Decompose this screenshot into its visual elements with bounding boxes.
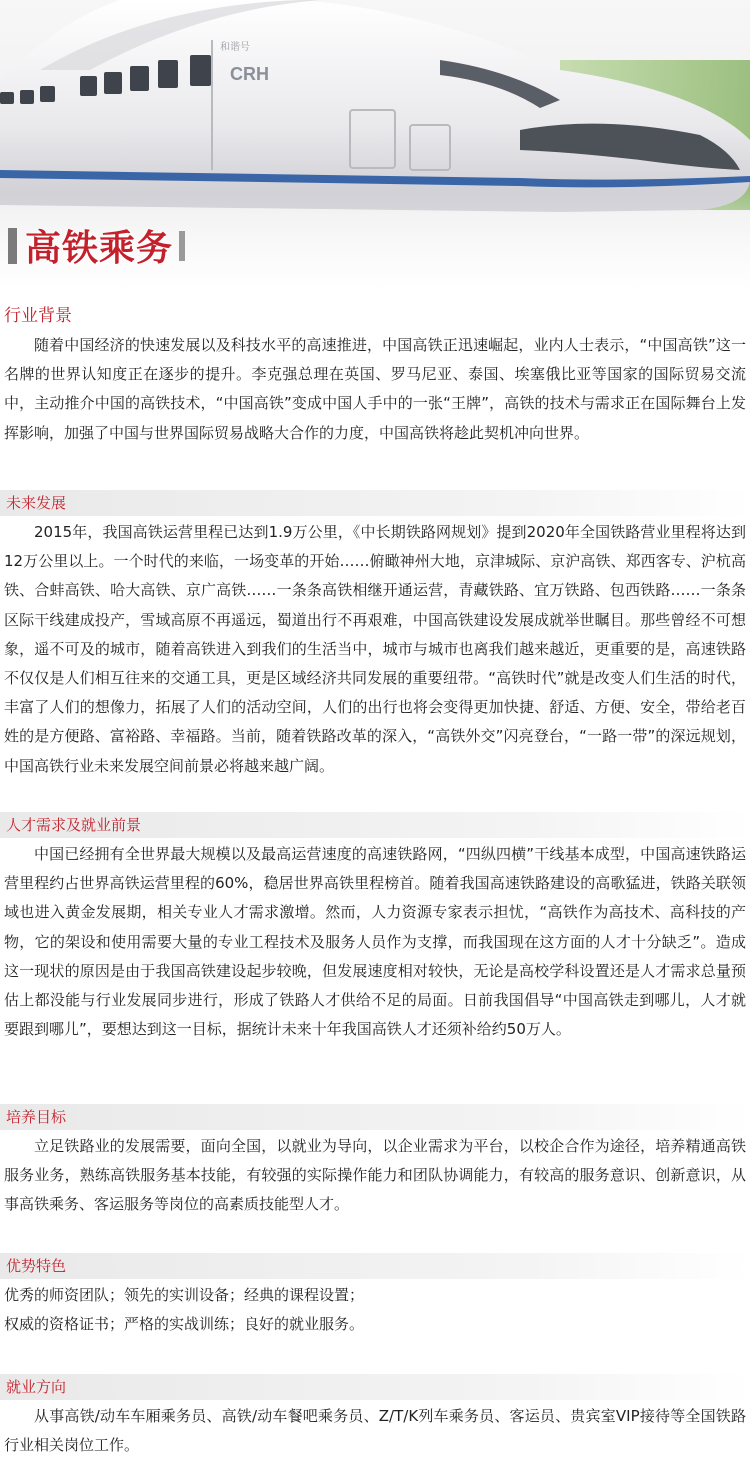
section-paragraph: 中国已经拥有全世界最大规模以及最高运营速度的高速铁路网，“四纵四横”干线基本成型，中国高速铁路运营里程约占世界高铁运营里程的60%，稳居世界高铁里程榜首。随着我国高速铁路建设的高歌猛进，铁路关联领域也进入黄金发展期，相关专业人才需求激增。然而，人力资源专家表示担忧，“高铁作为高技术、高科技的产物，它的架设和使用需要大量的专业工程技术及服务人员作为支撑，而我国现在这方面的人才十分缺乏”。造成这一现状的原因是由于我国高铁建设起步较晚，但发展速度相对较快，无论是高校学科设置还是人才需求总量预估上都没能与行业发展同步进行，形成了铁路人才供给不足的局面。日前我国倡导“中国高铁走到哪儿，人才就要跟到哪儿”，要想达到这一目标，据统计未来十年我国高铁人才还须补给约50万人。 (4, 845, 746, 1039)
section-paragraph: 优秀的师资团队；领先的实训设备；经典的课程设置； (4, 1286, 365, 1304)
section-advantages (0, 1253, 750, 1339)
section-paragraph: 立足铁路业的发展需要，面向全国，以就业为导向，以企业需求为平台，以校企合作为途径，培养精通高铁服务业务，熟练高铁服务基本技能，有较强的实际操作能力和团队协调能力，有较高的服务意识、创新意识，从事高铁乘务、客运服务等岗位的高素质技能型人才。 (4, 1137, 746, 1214)
section-heading: 未来发展 (0, 490, 750, 516)
title-bar-left (8, 228, 17, 264)
train-name-small: 和谐号 (220, 42, 250, 53)
page-title-text: 高铁乘务 (25, 228, 174, 269)
section-heading: 培养目标 (0, 1104, 750, 1130)
section-heading: 行业背景 (0, 303, 750, 329)
crh-logo: CRH (230, 64, 269, 84)
section-heading: 人才需求及就业前景 (0, 812, 750, 838)
section-paragraph: 权威的资格证书；严格的实战训练；良好的就业服务。 (4, 1315, 365, 1334)
section-industry-background (0, 303, 750, 448)
section-heading: 就业方向 (0, 1374, 750, 1400)
section-future-development (0, 490, 750, 781)
title-bar-right (179, 231, 185, 261)
section-heading: 优势特色 (0, 1253, 750, 1279)
section-training-goals (0, 1104, 750, 1220)
section-paragraph: 2015年，我国高铁运营里程已达到1.9万公里，《中长期铁路网规划》提到2020年全国铁路营业里程将达到12万公里以上。一个时代的来临，一场变革的开始……俯瞰神州大地，京津城际、京沪高铁、郑西客专、沪杭高铁、合蚌高铁、哈大高铁、京广高铁……一条条高铁相继开通运营，青藏铁路、宜万铁路、包西铁路……一条条区际干线建成投产，雪域高原不再遥远，蜀道出行不再艰难，中国高铁建设发展成就举世瞩目。那些曾经不可想象，遥不可及的城市，随着高铁进入到我们的生活当中，城市与城市也离我们越来越近，更重要的是，高速铁路不仅仅是人们相互往来的交通工具，更是区域经济共同发展的重要纽带。“高铁时代”就是改变人们生活的时代，丰富了人们的想像力，拓展了人们的活动空间，人们的出行也将会变得更加快捷、舒适、方便、安全，带给老百姓的是方便路、富裕路、幸福路。当前，随着铁路改革的深入，“高铁外交”闪亮登台，“一路一带”的深远规划，中国高铁行业未来发展空间前景必将越来越广阔。 (4, 523, 746, 775)
section-paragraph: 随着中国经济的快速发展以及科技水平的高速推进，中国高铁正迅速崛起，业内人士表示，“中国高铁”这一名牌的世界认知度正在逐步的提升。李克强总理在英国、罗马尼亚、泰国、埃塞俄比亚等国家的国际贸易交流中，主动推介中国的高铁技术，“中国高铁”变成中国人手中的一张“王牌”，高铁的技术与需求正在国际舞台上发挥影响，加强了中国与世界国际贸易战略大合作的力度，中国高铁将趁此契机冲向世界。 (4, 336, 746, 442)
section-talent-demand (0, 812, 750, 1044)
section-paragraph: 从事高铁/动车车厢乘务员、高铁/动车餐吧乘务员、Z/T/K列车乘务员、客运员、贵宾室VIP接待等全国铁路行业相关岗位工作。 (4, 1407, 746, 1455)
page-title (8, 220, 185, 271)
section-employment-direction (0, 1374, 750, 1460)
hero-banner (0, 0, 750, 290)
